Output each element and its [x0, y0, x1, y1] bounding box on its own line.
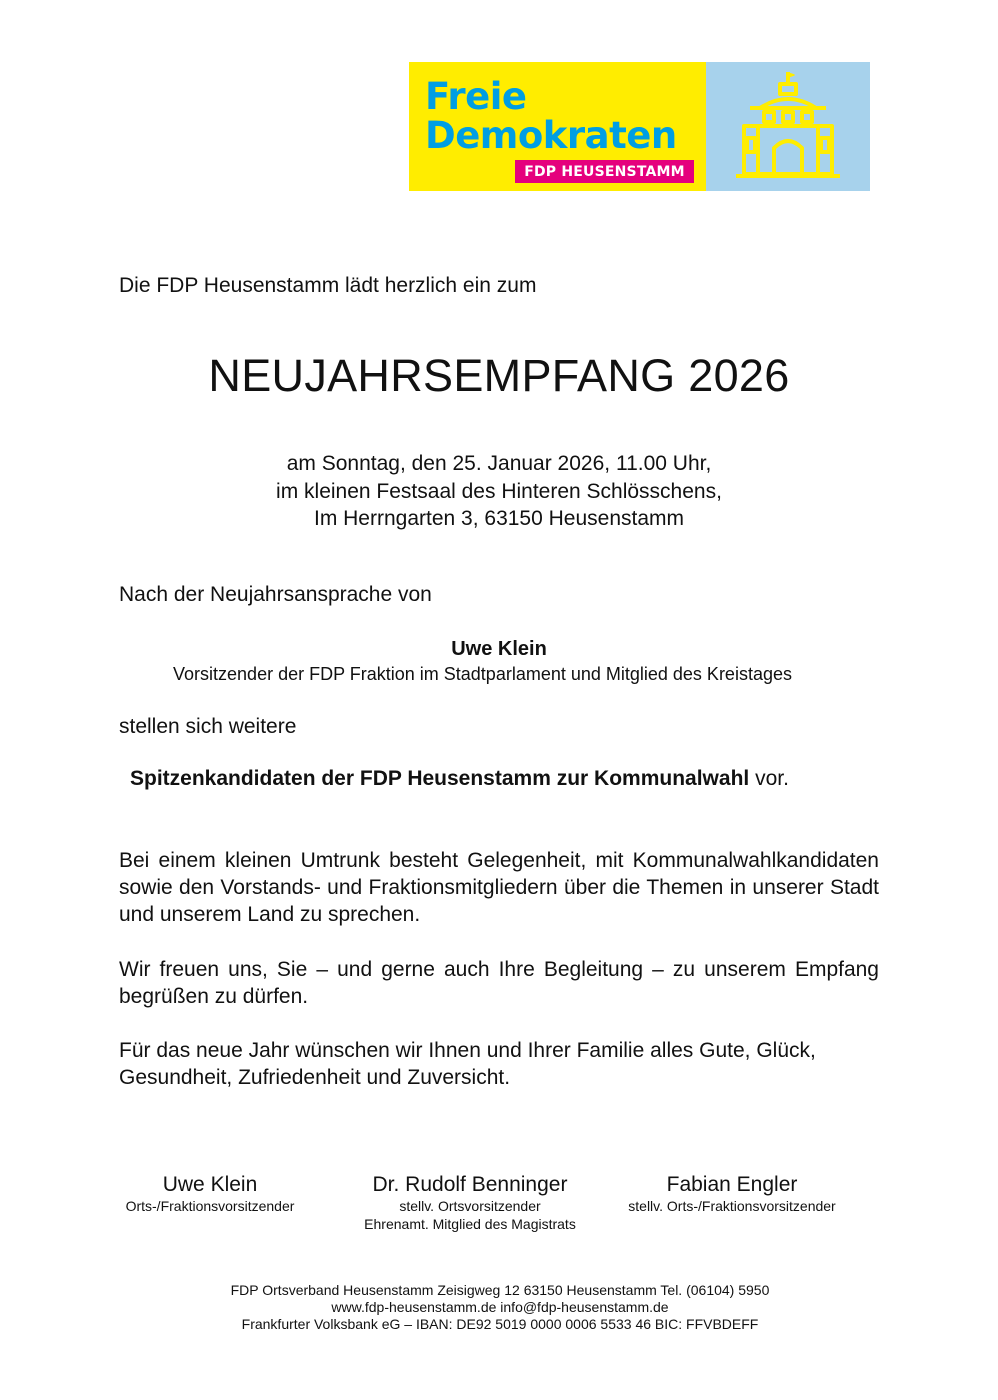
event-venue: im kleinen Festsaal des Hinteren Schlösschens,: [276, 480, 722, 503]
signature-role: stellv. Orts-/Fraktionsvorsitzender: [628, 1198, 836, 1214]
footer-address: FDP Ortsverband Heusenstamm Zeisigweg 12 63150 Heusenstamm Tel. (06104) 5950: [230, 1282, 770, 1298]
kandidaten-rest: vor.: [749, 767, 789, 790]
fdp-logo: [409, 62, 870, 191]
paragraph-wuensche: Für das neue Jahr wünschen wir Ihnen und Ihrer Familie alles Gute, Glück, Gesundheit, Zufriedenheit und Zuversicht.: [119, 1039, 816, 1089]
kandidaten-line: [130, 767, 789, 791]
signature-name: Fabian Engler: [666, 1173, 798, 1196]
logo-line-freie: Freie: [425, 75, 527, 118]
logo-text-panel: [409, 62, 706, 191]
speaker-name: Uwe Klein: [451, 638, 547, 660]
page-title: NEUJAHRSEMPFANG 2026: [208, 350, 790, 401]
signature-fabian-engler: [612, 1173, 852, 1215]
signature-name: Dr. Rudolf Benninger: [372, 1173, 568, 1196]
footer-web-email: www.fdp-heusenstamm.de info@fdp-heusenstamm.de: [331, 1299, 669, 1315]
logo-badge: FDP HEUSENSTAMM: [515, 160, 694, 183]
signature-rudolf-benninger: [340, 1173, 600, 1233]
signature-role: Orts-/Fraktionsvorsitzender: [125, 1198, 295, 1214]
ansprache-text: Nach der Neujahrsansprache von: [119, 583, 432, 606]
logo-line-demokraten: Demokraten: [425, 114, 677, 157]
signature-role: stellv. Ortsvorsitzender: [399, 1198, 541, 1214]
signature-name: Uwe Klein: [162, 1173, 258, 1196]
logo-image-panel: [706, 62, 870, 191]
kandidaten-bold: Spitzenkandidaten der FDP Heusenstamm zur Kommunalwahl: [130, 767, 750, 790]
speaker-role: Vorsitzender der FDP Fraktion im Stadtparlament und Mitglied des Kreistages: [173, 664, 792, 684]
palace-gate-icon: [724, 68, 852, 186]
intro-text: Die FDP Heusenstamm lädt herzlich ein zum: [119, 274, 537, 297]
weitere-text: stellen sich weitere: [119, 715, 297, 738]
event-address: Im Herrngarten 3, 63150 Heusenstamm: [313, 507, 684, 530]
paragraph-empfang: Wir freuen uns, Sie – und gerne auch Ihre Begleitung – zu unserem Empfang begrüßen zu dürfen.: [119, 958, 879, 1008]
footer-bank: Frankfurter Volksbank eG – IBAN: DE92 5019 0000 0006 5533 46 BIC: FFVBDEFF: [241, 1316, 759, 1332]
paragraph-umtrunk: Bei einem kleinen Umtrunk besteht Gelegenheit, mit Kommunalwahlkandidaten sowie den Vorstands- und Fraktionsmitgliedern über die Themen in unserer Stadt und unserem Land zu sprechen.: [119, 849, 879, 926]
signature-role-2: Ehrenamt. Mitglied des Magistrats: [364, 1216, 576, 1232]
signature-uwe-klein: [110, 1173, 310, 1215]
event-date: am Sonntag, den 25. Januar 2026, 11.00 Uhr,: [286, 452, 712, 475]
